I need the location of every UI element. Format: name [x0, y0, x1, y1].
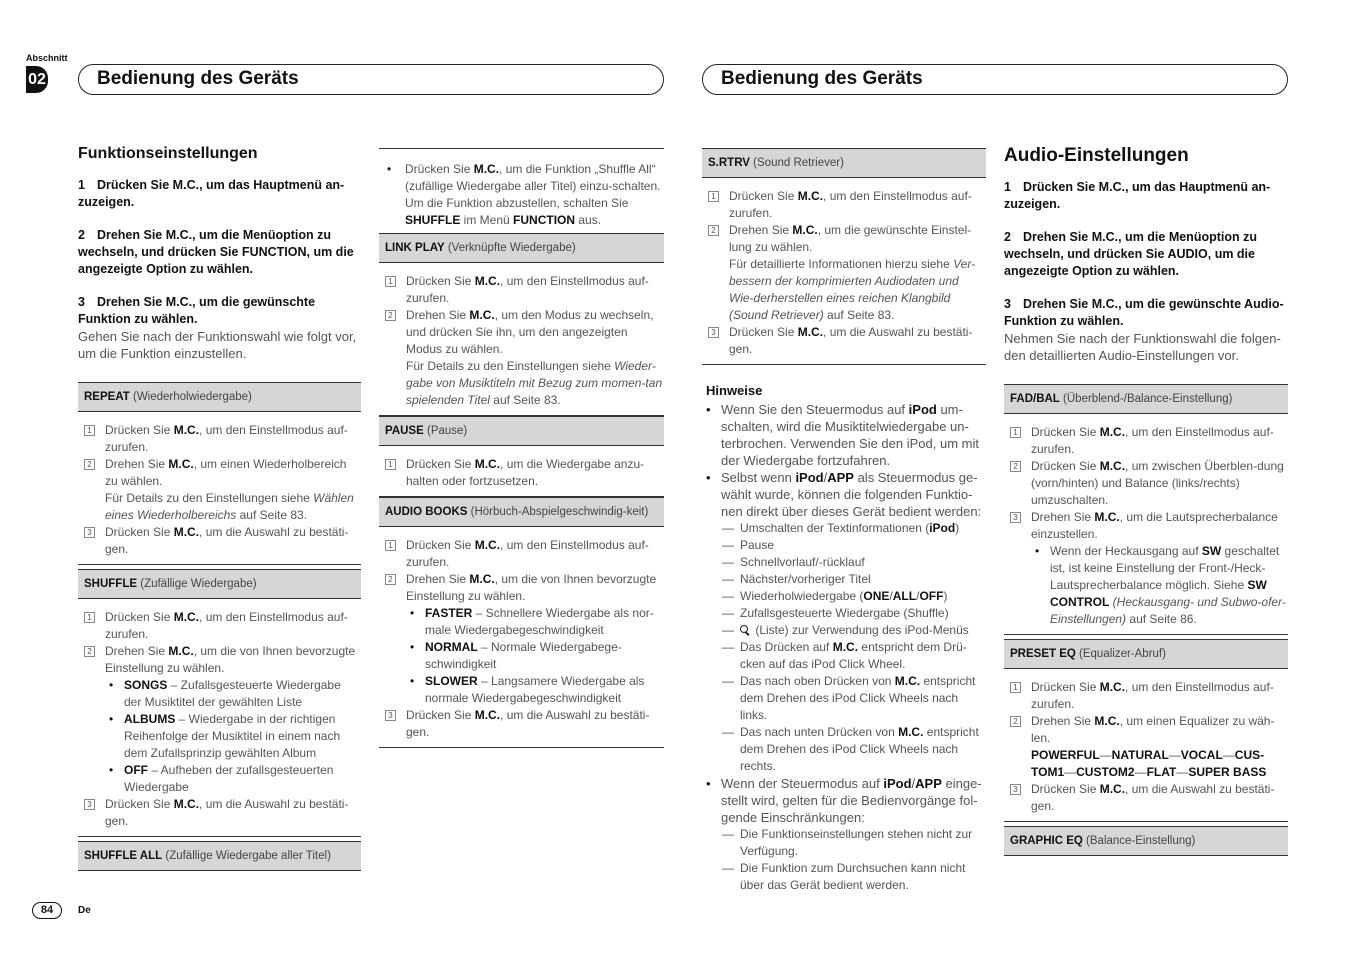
step-3: 3 Drehen Sie M.C., um die gewünschte Funktion zu wählen. — [78, 295, 316, 326]
box-title-repeat: REPEAT (Wiederholwiedergabe) — [78, 383, 361, 412]
box-audio-books — [379, 497, 664, 748]
step-3: 3 Drehen Sie M.C., um die gewünschte Audio-Funktion zu wählen. — [1004, 297, 1284, 328]
note-subitem: — Pause — [722, 538, 775, 552]
note-subitem: — Zufallsgesteuerte Wiedergabe (Shuffle) — [722, 606, 949, 620]
box-title-audio-books: AUDIO BOOKS (Hörbuch-Abspielgeschwindig-keit) — [379, 497, 664, 527]
list-item: 2 Drehen Sie M.C., um die gewünschte Einstel-lung zu wählen. Für detaillierte Informationen hierzu siehe Ver-bessern der komprimierten Audiodaten und Wie-derherstellen eines reichen Klangbild (Sound Retriever) auf Seite 83. — [708, 222, 986, 324]
note-subitem: — Das nach oben Drücken von M.C. entspricht dem Drehen des iPod Click Wheels nach links. — [722, 674, 976, 722]
search-icon — [740, 625, 750, 635]
intro-text: Gehen Sie nach der Funktionswahl wie folgt vor, um die Funktion einzustellen. — [78, 329, 357, 361]
note-subitem: — Das Drücken auf M.C. entspricht dem Drü-cken auf das iPod Click Wheel. — [722, 640, 967, 671]
note-subitem: — Das nach unten Drücken von M.C. entspricht dem Drehen des iPod Click Wheels nach rechts. — [722, 725, 979, 773]
list-item: 3 Drehen Sie M.C., um die Lautsprecherbalance einzustellen. • Wenn der Heckausgang auf SW geschaltet ist, ist keine Einstellung der Front-/Heck-Lautsprecherbalance möglich. Siehe SW CONTROL (Heckausgang- und Subwo-ofer-Einstellungen) auf Seite 86. — [1010, 509, 1288, 628]
box-srtrv — [702, 148, 986, 365]
list-item: 2 Drehen Sie M.C., um den Modus zu wechseln, und drücken Sie ihn, um den angezeigten Modus zu wählen. Für Details zu den Einstellungen siehe Wieder-gabe von Musiktiteln mit Bezug zum momen-tan spielenden Titel auf Seite 83. — [385, 307, 664, 409]
column-3 — [702, 148, 986, 894]
list-item: 3 Drücken Sie M.C., um die Auswahl zu bestäti-gen. — [708, 324, 986, 358]
box-link-play — [379, 233, 664, 416]
list-item: 1 Drücken Sie M.C., um den Einstellmodus auf-zurufen. — [385, 273, 664, 307]
column-2 — [379, 148, 664, 748]
note-item: • Wenn Sie den Steuermodus auf iPod um-schalten, wird die Musiktitelwiedergabe un-terbrochen. Verwenden Sie den iPod, um mit der Wiedergabe fortzufahren. — [706, 402, 979, 468]
box-title-graphic-eq: GRAPHIC EQ (Balance-Einstellung) — [1004, 827, 1288, 855]
note-subitem: — Die Funktionseinstellungen stehen nicht zur Verfügung. — [722, 827, 973, 858]
box-repeat — [78, 382, 361, 565]
note-subitem: — Umschalten der Textinformationen (iPod) — [722, 521, 960, 535]
heading-funktionseinstellungen: Funktionseinstellungen — [78, 145, 258, 162]
box-title-shuffle: SHUFFLE (Zufällige Wiedergabe) — [78, 570, 361, 599]
list-item: 2 Drehen Sie M.C., um einen Wiederholbereich zu wählen. Für Details zu den Einstellungen siehe Wählen eines Wiederholbereichs auf Seite 83. — [84, 456, 361, 524]
box-fad-bal — [1004, 384, 1288, 635]
list-item: 2 Drücken Sie M.C., um zwischen Überblen-dung (vorn/hinten) und Balance (links/rechts) umzuschalten. — [1010, 458, 1288, 509]
box-shuffle-all — [78, 841, 361, 871]
step-1: 1 Drücken Sie M.C., um das Hauptmenü an-zuzeigen. — [1004, 180, 1271, 211]
box-graphic-eq — [1004, 826, 1288, 856]
step-2: 2 Drehen Sie M.C., um die Menüoption zu wechseln, und drücken Sie FUNCTION, um die angezeigte Option zu wählen. — [78, 228, 354, 276]
note-subitem: — Nächster/vorheriger Titel — [722, 572, 871, 586]
list-item: 1 Drücken Sie M.C., um den Einstellmodus auf-zurufen. — [1010, 679, 1288, 713]
box-title-pause: PAUSE (Pause) — [379, 416, 664, 446]
box-title-shuffle-all: SHUFFLE ALL (Zufällige Wiedergabe aller Titel) — [78, 842, 361, 870]
list-item: 1 Drücken Sie M.C., um den Einstellmodus auf-zurufen. — [1010, 424, 1288, 458]
box-title-preset-eq: PRESET EQ (Equalizer-Abruf) — [1004, 640, 1288, 669]
list-item: 3 Drücken Sie M.C., um die Auswahl zu bestäti-gen. — [84, 796, 361, 830]
note-subitem: — Die Funktion zum Durchsuchen kann nicht über das Gerät bedient werden. — [722, 861, 966, 892]
box-pause — [379, 416, 664, 497]
box-title-link-play: LINK PLAY (Verknüpfte Wiedergabe) — [379, 233, 664, 263]
header-title-left: Bedienung des Geräts — [78, 64, 664, 95]
list-item: 1 Drücken Sie M.C., um den Einstellmodus auf-zurufen. — [84, 422, 361, 456]
list-item: 2 Drehen Sie M.C., um die von Ihnen bevorzugte Einstellung zu wählen. • SONGS – Zufallsgesteuerte Wiedergabe der Musiktitel der gewählten Liste • ALBUMS – Wiedergabe in der richtigen Reihenfolge der Musiktitel in einem nach dem Zufallsprinzip gewählten Album • OFF – Aufheben der zufallsgesteuerten Wiedergabe — [84, 643, 361, 796]
section-number-badge: 02 — [26, 66, 48, 93]
box-shuffle — [78, 569, 361, 837]
step-2: 2 Drehen Sie M.C., um die Menüoption zu wechseln, und drücken Sie AUDIO, um die angezeigte Option zu wählen. — [1004, 230, 1257, 278]
note-item: • Wenn der Steuermodus auf iPod/APP einge-stellt wird, gelten für die Bedienvorgänge fol-gende Einschränkungen: — [706, 776, 982, 825]
note-subitem: — Wiederholwiedergabe (ONE/ALL/OFF) — [722, 589, 948, 603]
column-4 — [1004, 145, 1288, 856]
language-label: De — [78, 905, 91, 916]
list-item: 1 Drücken Sie M.C., um den Einstellmodus auf-zurufen. — [385, 537, 664, 571]
list-item: 1 Drücken Sie M.C., um die Wiedergabe anzu-halten oder fortzusetzen. — [385, 456, 664, 490]
column-1 — [78, 145, 361, 871]
list-item: 3 Drücken Sie M.C., um die Auswahl zu bestäti-gen. — [1010, 781, 1288, 815]
list-item: 2 Drehen Sie M.C., um einen Equalizer zu wäh-len. POWERFUL—NATURAL—VOCAL—CUS-TOM1—CUSTOM2—FLAT—SUPER BASS — [1010, 713, 1288, 781]
note-item: • Selbst wenn iPod/APP als Steuermodus ge-wählt wurde, können die folgenden Funktio-nen direkt über dieses Gerät bedient werden: — [706, 470, 982, 519]
note-subitem: — (Liste) zur Verwendung des iPod-Menüs — [722, 623, 969, 637]
list-item: • Drücken Sie M.C., um die Funktion „Shuffle All“ (zufällige Wiedergabe aller Titel) einzu-schalten. Um die Funktion abzustellen, schalten Sie SHUFFLE im Menü FUNCTION aus. — [387, 162, 661, 227]
list-item: 1 Drücken Sie M.C., um den Einstellmodus auf-zurufen. — [708, 188, 986, 222]
box-title-fad-bal: FAD/BAL (Überblend-/Balance-Einstellung) — [1004, 385, 1288, 414]
note-subitem: — Schnellvorlauf/-rücklauf — [722, 555, 865, 569]
header-title-right: Bedienung des Geräts — [702, 64, 1288, 95]
notes-heading: Hinweise — [706, 383, 763, 398]
section-label: Abschnitt — [26, 53, 68, 63]
heading-audio-einstellungen: Audio-Einstellungen — [1004, 145, 1189, 166]
box-preset-eq — [1004, 639, 1288, 822]
list-item: 2 Drehen Sie M.C., um die von Ihnen bevorzugte Einstellung zu wählen. • FASTER – Schnellere Wiedergabe als nor-male Wiedergabegeschwindigkeit • NORMAL – Normale Wiedergabege-schwindigkeit • SLOWER – Langsamere Wiedergabe als normale Wiedergabegeschwindigkeit — [385, 571, 664, 707]
intro-text: Nehmen Sie nach der Funktionswahl die folgen-den detaillierten Audio-Einstellungen vor. — [1004, 331, 1281, 363]
step-1: 1 Drücken Sie M.C., um das Hauptmenü an-zuzeigen. — [78, 178, 345, 209]
list-item: 1 Drücken Sie M.C., um den Einstellmodus auf-zurufen. — [84, 609, 361, 643]
list-item: 3 Drücken Sie M.C., um die Auswahl zu bestäti-gen. — [385, 707, 664, 741]
box-title-srtrv: S.RTRV (Sound Retriever) — [702, 149, 986, 178]
page-number: 84 — [32, 902, 62, 919]
list-item: 3 Drücken Sie M.C., um die Auswahl zu bestäti-gen. — [84, 524, 361, 558]
